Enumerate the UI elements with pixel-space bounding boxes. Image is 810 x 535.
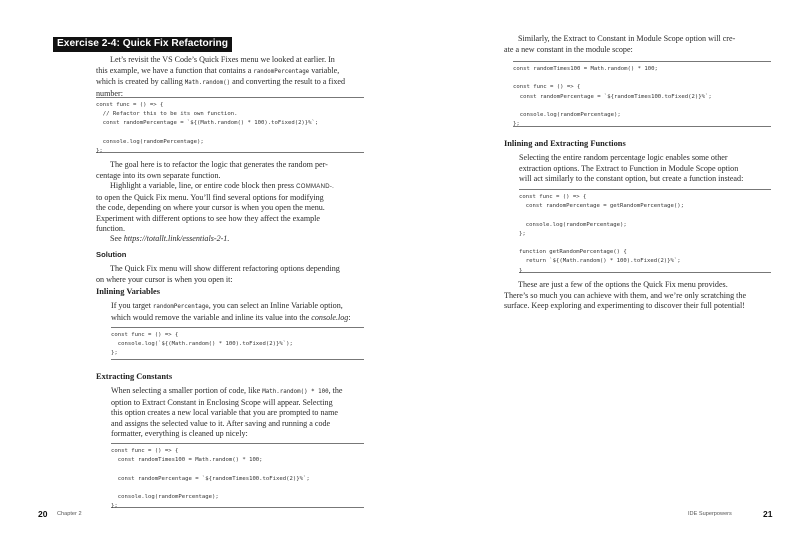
- code-block-inlined: const func = () => { console.log(`${(Math.random() * 100).toFixed(2)}%`); };: [111, 327, 364, 360]
- exercise-title: Exercise 2-4: Quick Fix Refactoring: [53, 37, 232, 52]
- functions-paragraph: Selecting the entire random percentage logic enables some other extraction options. The Extract to Function in Module Scope option will act similarly to the constant option, but create a function instead:: [519, 153, 744, 184]
- code-block-original: const func = () => { // Refactor this to be its own function. const randomPercentage = `${(Math.random() * 100).toFixed(2)}%`; console.log(randomPercentage); };: [96, 97, 364, 153]
- solution-heading: Solution: [96, 250, 127, 259]
- intro-paragraph: Let’s revisit the VS Code’s Quick Fixes menu we looked at earlier. In this example, we have a function that contains a randomPercentage variable, which is created by calling Math.random() and converting the result to a fixed number:: [96, 55, 346, 98]
- extracting-constants-heading: Extracting Constants: [96, 372, 173, 381]
- code-block-extract-module: const randomTimes100 = Math.random() * 100; const func = () => { const randomPercentage = `${randomTimes100.toFixed(2)}%`; console.log(randomPercentage); };: [513, 61, 771, 127]
- see-link-paragraph: See https://totallt.link/essentials-2-1.: [110, 234, 230, 243]
- exercise-link[interactable]: https://totallt.link/essentials-2-1.: [123, 234, 230, 243]
- page-number-right: 21: [763, 509, 773, 519]
- code-block-extract-enclosing: const func = () => { const randomTimes100 = Math.random() * 100; const randomPercentage = `${randomTimes100.toFixed(2)}%`; console.log(randomPercentage); };: [111, 443, 364, 508]
- closing-paragraph: These are just a few of the options the Quick Fix menu provides. There’s so much you can achieve with them, and we’re only scratching the surface. Keep exploring and experimenting to discover their full potential!: [504, 280, 747, 311]
- goal-paragraph: The goal here is to refactor the logic that generates the random per- centage into its own separate function.: [96, 160, 328, 180]
- inline-code: randomPercentage: [253, 68, 310, 75]
- inlining-variables-heading: Inlining Variables: [96, 287, 161, 296]
- inline-code: Math.random() * 100: [262, 389, 329, 395]
- similarly-paragraph: Similarly, the Extract to Constant in Module Scope option will cre- ate a new constant in the module scope:: [504, 34, 736, 54]
- right-page: [405, 0, 810, 535]
- highlight-paragraph: Highlight a variable, line, or entire code block then press COMMAND-. to open the Quick Fix menu. You’ll find several options for modifying the code, depending on where your cursor is when you open the menu. Experiment with different options to see how they affect the example function.: [96, 181, 335, 234]
- keyboard-shortcut: COMMAND-.: [296, 184, 335, 190]
- code-block-extract-function: const func = () => { const randomPercentage = getRandomPercentage(); console.log(randomPercentage); }; function getRandomPercentage() { return `${(Math.random() * 100).toFixed(2)}%`; }: [519, 189, 771, 273]
- inlining-extracting-functions-heading: Inlining and Extracting Functions: [504, 139, 626, 148]
- inline-code: randomPercentage: [152, 304, 209, 310]
- inline-code: Math.random(): [184, 80, 231, 87]
- section-label: IDE Superpowers: [688, 511, 732, 517]
- solution-paragraph: The Quick Fix menu will show different refactoring options depending on where your cursor is when you open it:: [96, 264, 340, 284]
- inlining-paragraph: If you target randomPercentage, you can select an Inline Variable option, which would remove the variable and inline its value into the console.log:: [111, 301, 351, 322]
- page-number-left: 20: [38, 509, 48, 519]
- chapter-label: Chapter 2: [57, 511, 82, 517]
- extracting-paragraph: When selecting a smaller portion of code, like Math.random() * 100, the option to Extract Constant in Enclosing Scope will appear. Selecting this option creates a new local variable that you are prompted to name and assigns the selected value to it. After saving and running a code formatter, everything is cleaned up nicely:: [111, 386, 343, 439]
